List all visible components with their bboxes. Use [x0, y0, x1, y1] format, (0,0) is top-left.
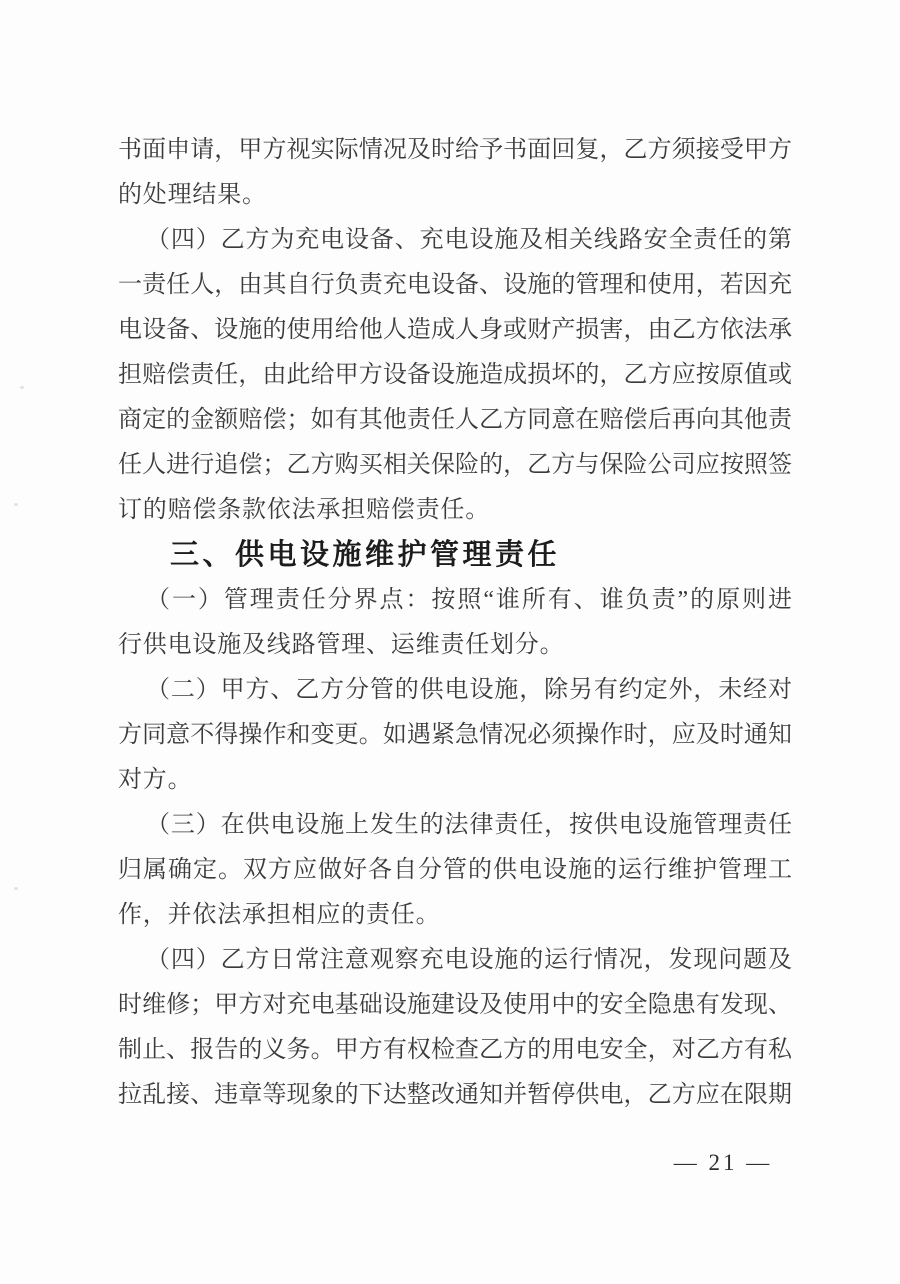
text-line: （四）乙方为充电设备、充电设施及相关线路安全责任的第 [146, 227, 792, 253]
text-line: 作，并依法承担相应的责任。 [118, 902, 441, 928]
text-line: 时维修；甲方对充电基础设施建设及使用中的安全隐患有发现、 [118, 992, 792, 1018]
text-line: （二）甲方、乙方分管的供电设施，除另有约定外，未经对 [146, 677, 792, 703]
text-line: （四）乙方日常注意观察充电设施的运行情况，发现问题及 [146, 947, 792, 973]
text-line: 对方。 [118, 767, 193, 793]
text-line: 拉乱接、违章等现象的下达整改通知并暂停供电，乙方应在限期 [118, 1082, 792, 1108]
text-line: 订的赔偿条款依法承担赔偿责任。 [118, 497, 490, 523]
text-line: （三）在供电设施上发生的法律责任，按供电设施管理责任 [146, 812, 792, 838]
scan-speck [20, 386, 24, 389]
text-line: 一责任人，由其自行负责充电设备、设施的管理和使用，若因充 [118, 272, 792, 298]
text-line: 的处理结果。 [118, 182, 267, 208]
text-line: 书面申请，甲方视实际情况及时给予书面回复，乙方须接受甲方 [118, 137, 792, 163]
scan-speck [14, 887, 18, 890]
text-line: 任人进行追偿；乙方购买相关保险的，乙方与保险公司应按照签 [118, 452, 792, 478]
text-line: 担赔偿责任，由此给甲方设备设施造成损坏的，乙方应按原值或 [118, 362, 792, 388]
text-line: 归属确定。双方应做好各自分管的供电设施的运行维护管理工 [118, 857, 792, 883]
text-line: 制止、报告的义务。甲方有权检查乙方的用电安全，对乙方有私 [118, 1037, 792, 1063]
text-line: 商定的金额赔偿；如有其他责任人乙方同意在赔偿后再向其他责 [118, 407, 792, 433]
page-number: — 21 — [673, 1150, 773, 1175]
scan-speck [14, 503, 18, 506]
text-line: 行供电设施及线路管理、运维责任划分。 [118, 632, 565, 658]
document-body [118, 128, 792, 1118]
text-line: 方同意不得操作和变更。如遇紧急情况必须操作时，应及时通知 [118, 722, 792, 748]
text-line: 电设备、设施的使用给他人造成人身或财产损害，由乙方依法承 [118, 317, 792, 343]
text-line: （一）管理责任分界点：按照“谁所有、谁负责”的原则进 [146, 587, 792, 613]
section-heading: 三、供电设施维护管理责任 [170, 539, 561, 571]
